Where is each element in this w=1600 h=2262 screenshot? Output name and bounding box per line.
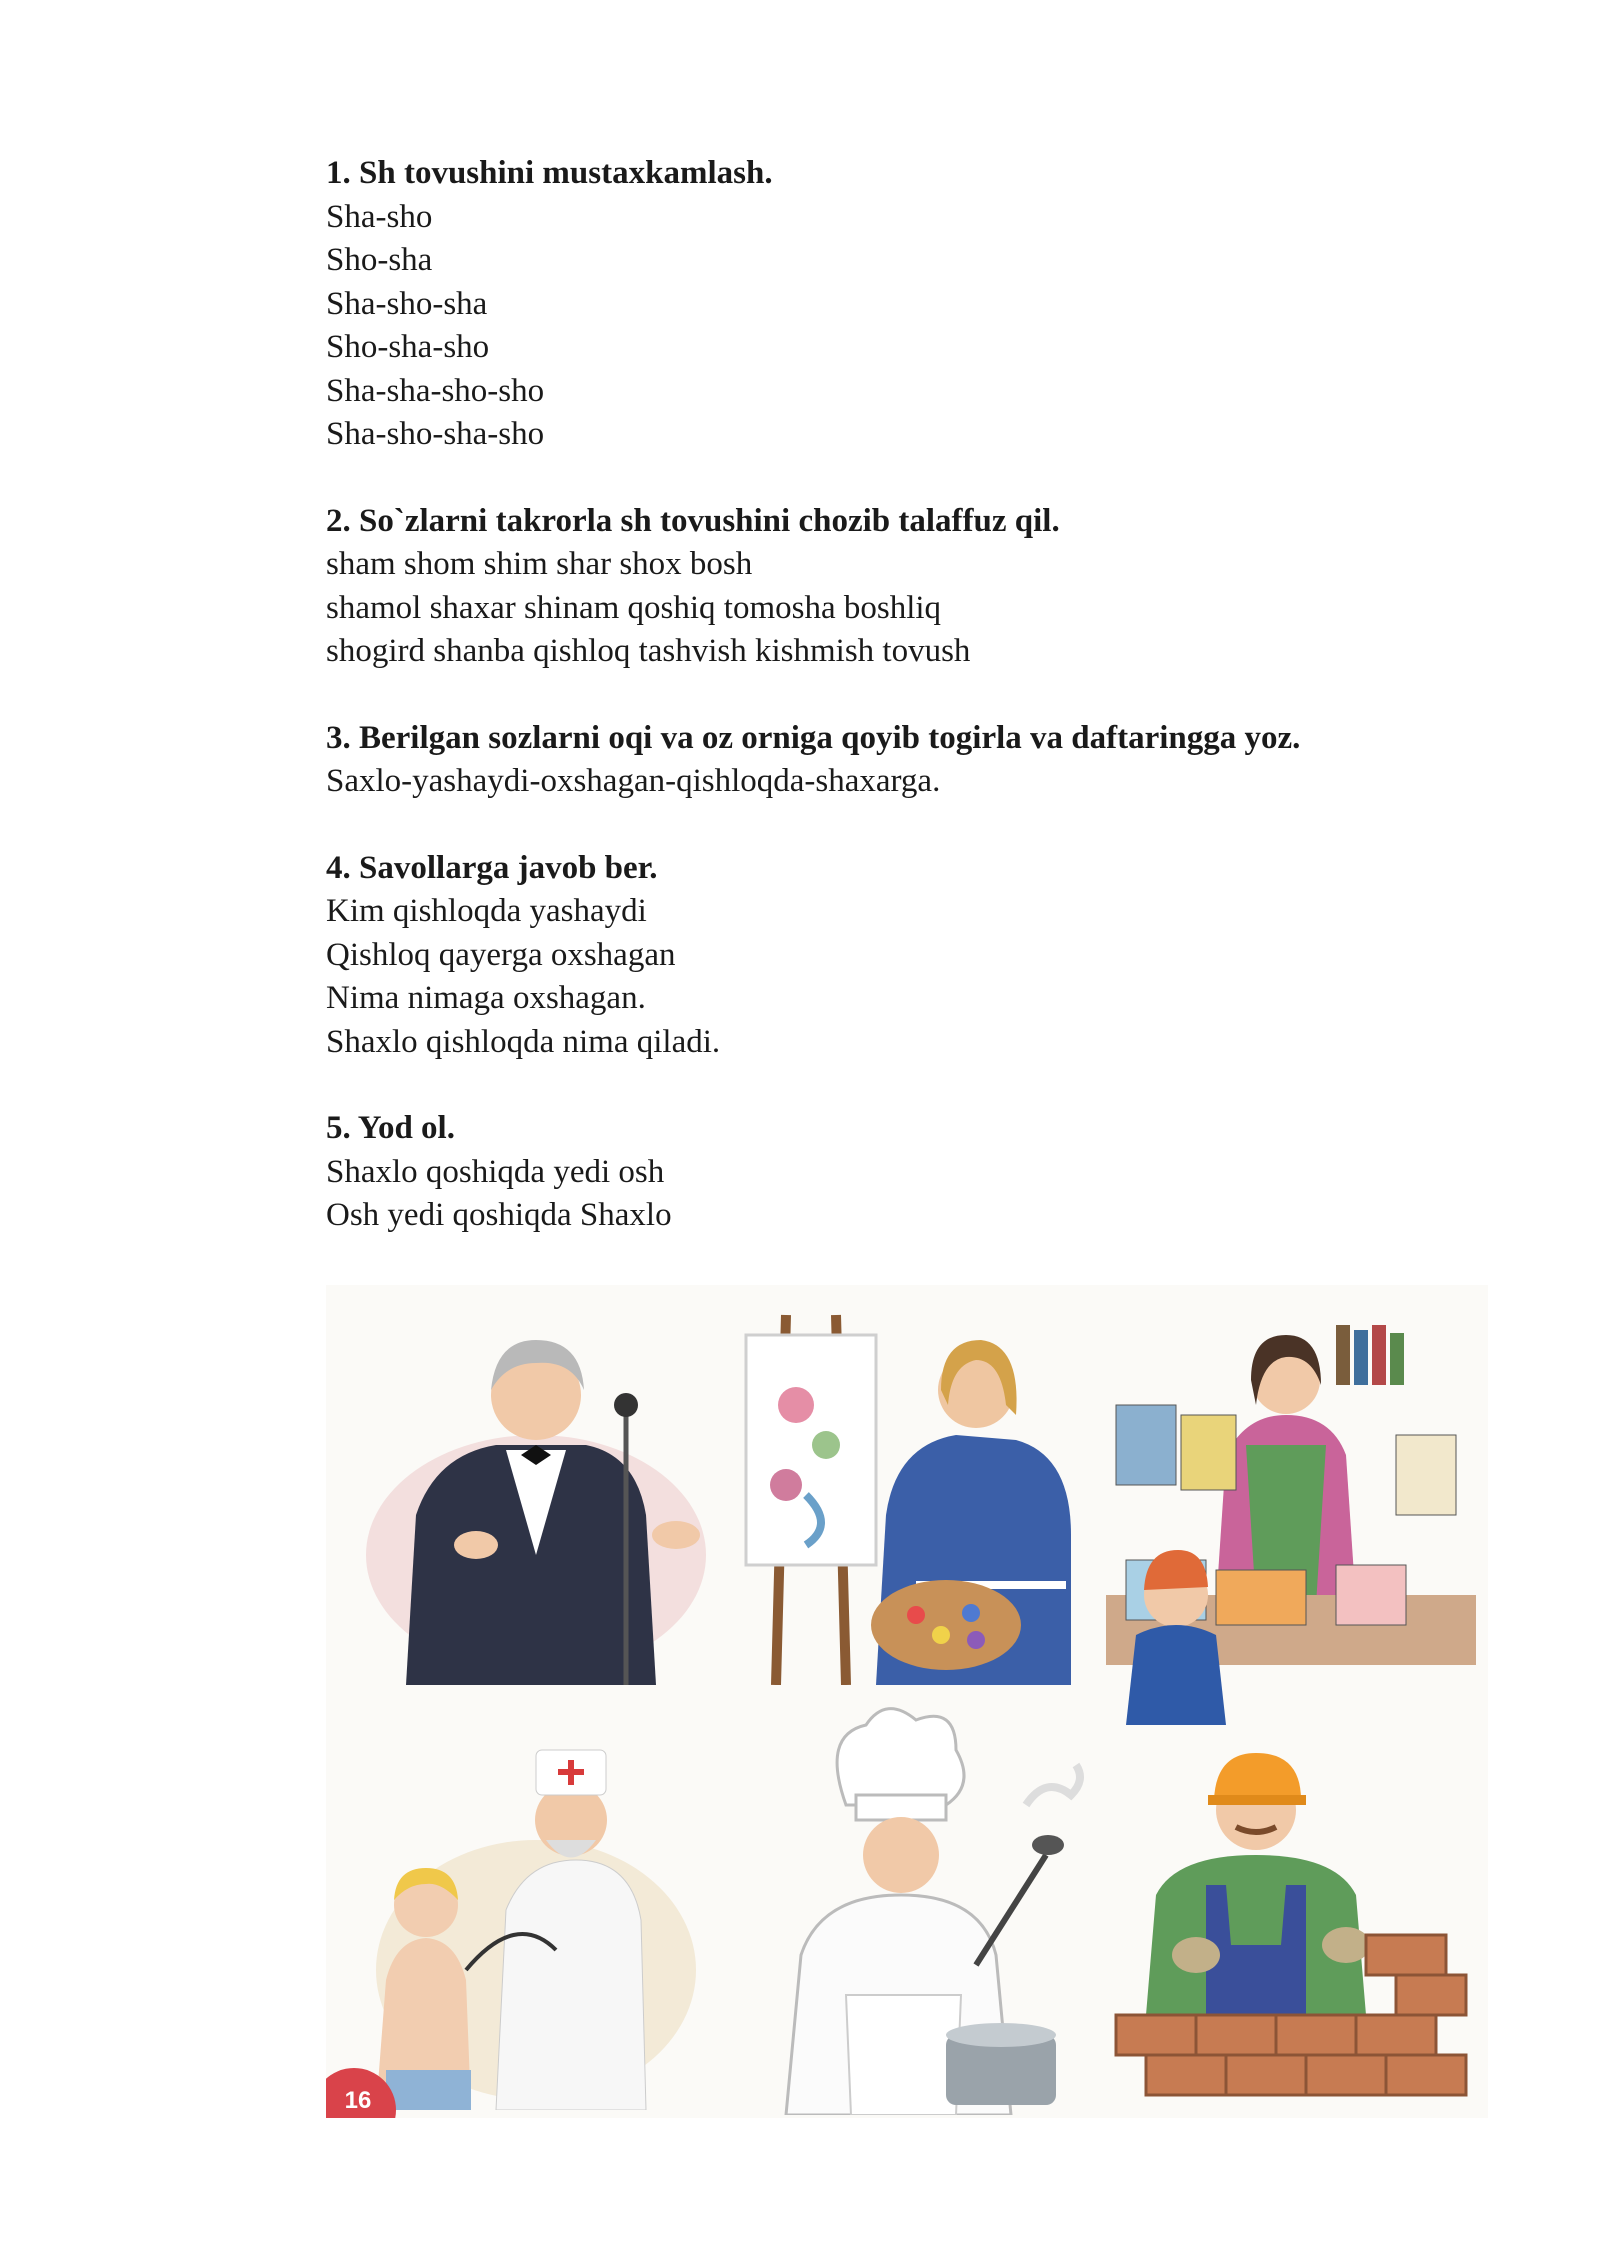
- bookseller-illustration: [1106, 1305, 1476, 1725]
- chef-illustration: [726, 1695, 1086, 2115]
- text-line: Qishloq qayerga oxshagan: [326, 936, 676, 973]
- text-line: Osh yedi qoshiqda Shaxlo: [326, 1197, 672, 1233]
- text-line: Saxlo-yashaydi-oxshagan-qishloqda-shaxarga.: [326, 763, 941, 799]
- text-line: Sha-sho: [326, 198, 433, 235]
- text-line: Sha-sha-sho-sho: [326, 372, 545, 409]
- section-heading: 3. Berilgan sozlarni oqi va oz orniga qoyib togirla va daftaringga yoz.: [326, 719, 1301, 756]
- text-line: Sho-sha-sho: [326, 329, 490, 365]
- section-heading: 4. Savollarga javob ber.: [326, 849, 658, 886]
- professions-illustration: [326, 1285, 1488, 2118]
- page-number-label: 16: [344, 2087, 372, 2114]
- text-line: Nima nimaga oxshagan.: [326, 980, 646, 1016]
- doctor-illustration: [346, 1710, 706, 2110]
- page-number-badge: [326, 2048, 396, 2118]
- text-line: shamol shaxar shinam qoshiq tomosha boshliq: [326, 589, 942, 626]
- section-heading: 5. Yod ol.: [326, 1110, 455, 1146]
- section-2: [326, 500, 1486, 674]
- section-4: [326, 847, 1486, 1065]
- worksheet-text: [326, 152, 1486, 1281]
- section-heading: 1. Sh tovushini mustaxkamlash.: [326, 155, 773, 191]
- text-line: Kim qishloqda yashaydi: [326, 893, 647, 929]
- section-heading: 2. So`zlarni takrorla sh tovushini chozib talaffuz qil.: [326, 502, 1060, 539]
- text-line: Sha-sho-sha: [326, 285, 488, 322]
- text-line: shogird shanba qishloq tashvish kishmish tovush: [326, 633, 971, 669]
- text-line: Shaxlo qoshiqda yedi osh: [326, 1153, 665, 1190]
- builder-illustration: [1106, 1715, 1476, 2115]
- text-line: Shaxlo qishloqda nima qiladi.: [326, 1023, 721, 1060]
- text-line: Sha-sho-sha-sho: [326, 416, 545, 452]
- text-line: sham shom shim shar shox bosh: [326, 546, 753, 582]
- text-line: Sho-sha: [326, 242, 433, 278]
- singer-illustration: [346, 1305, 706, 1685]
- section-5: [326, 1107, 1486, 1238]
- section-3: [326, 717, 1486, 804]
- section-1: [326, 152, 1486, 457]
- painter-illustration: [726, 1295, 1086, 1685]
